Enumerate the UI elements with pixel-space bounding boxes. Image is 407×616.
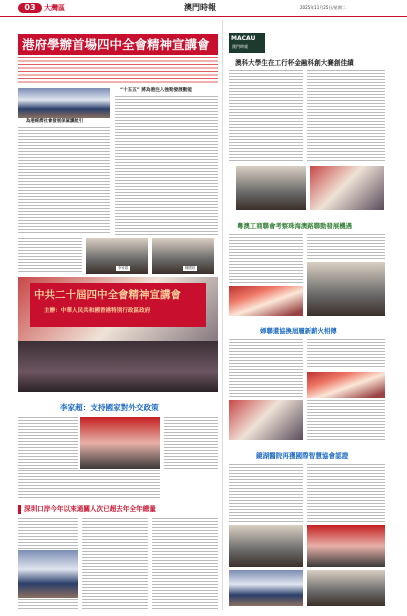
- article-body-sz-col2: [82, 518, 148, 610]
- article-body-sz-col3: [152, 518, 218, 610]
- story2-body-col2: [307, 234, 385, 260]
- lead-photo: [18, 88, 110, 118]
- story3-photo-2: [229, 400, 303, 440]
- story2-body-col1: [229, 234, 303, 284]
- story4-body-col2: [307, 464, 385, 522]
- story1-body-col1: [229, 70, 303, 163]
- lead-body-col1: [18, 127, 110, 235]
- lead-photo-caption: 為港經濟社會發展保駕護航引: [26, 119, 84, 124]
- article-body-li-col3: [18, 470, 160, 498]
- story1-title: 澳科大學生在工行杯金融科創大賽創佳績: [235, 59, 354, 67]
- article-title-li: 李家超：支持國家對外交政策: [60, 403, 159, 412]
- masthead: 澳門時報: [184, 2, 216, 12]
- story2-photo-2: [307, 262, 385, 316]
- lead-headline: 港府學辦首場四中全會精神宣講會: [22, 37, 210, 52]
- story4-photo-3: [229, 570, 303, 606]
- article-photo-li: [80, 417, 160, 469]
- side-text: [18, 238, 82, 274]
- lead-headline-bar: [18, 34, 218, 55]
- story3-photo-1: [307, 372, 385, 398]
- article-body-li-col2: [164, 417, 218, 469]
- story3-body-col2: [307, 339, 385, 369]
- story4-photo-1: [229, 525, 303, 567]
- issue-date: 2025年11月25日/星期二: [300, 5, 346, 10]
- story3-body-col1: [229, 339, 303, 397]
- story4-photo-2: [307, 525, 385, 567]
- story3-title: 婦聯還協換屆履新薪火相傳: [260, 327, 337, 335]
- name-card-1: 李家超: [118, 266, 129, 270]
- story4-photo-4: [307, 570, 385, 606]
- article-photo-sz: [18, 550, 78, 598]
- story1-photo-2: [310, 166, 384, 210]
- story1-body-col2: [307, 70, 385, 163]
- column-divider: [222, 20, 223, 610]
- article-marker-sz: [18, 505, 21, 514]
- story4-body-col1: [229, 464, 303, 522]
- banner-audience: [18, 341, 218, 392]
- article-body-li-col1: [18, 417, 78, 469]
- lead-body-col2: [115, 96, 218, 235]
- macau-logo: [229, 33, 265, 53]
- story1-photo-1: [236, 166, 306, 210]
- page-number-badge: 03: [18, 3, 42, 13]
- story3-body-col3: [307, 400, 385, 440]
- lead-subhead: “十五五” 將為港注入強勁發展動能: [120, 88, 192, 93]
- lead-intro: [18, 57, 218, 85]
- article-title-sz: 深圳口岸今年以來通關人次已超去年全年總量: [24, 505, 156, 513]
- banner-organizer: 主辦：中華人民共和國香港特別行政區政府: [44, 308, 151, 314]
- name-card-2: 陳國基: [185, 266, 196, 270]
- macau-logo-latin: MACAU: [231, 35, 256, 42]
- story4-title: 鏡湖醫院再獲國際智慧協會認證: [256, 452, 349, 460]
- macau-logo-chinese: 澳門時報: [232, 44, 248, 49]
- page-header: [0, 0, 407, 17]
- banner-photo: [18, 277, 218, 392]
- banner-title: 中共二十屆四中全會精神宣講會: [34, 289, 181, 301]
- story2-photo-1: [229, 286, 303, 316]
- story2-title: 粵澳工商聯會考察珠海澳路聯動發展機遇: [237, 222, 353, 230]
- section-label: 大灣區: [44, 4, 65, 12]
